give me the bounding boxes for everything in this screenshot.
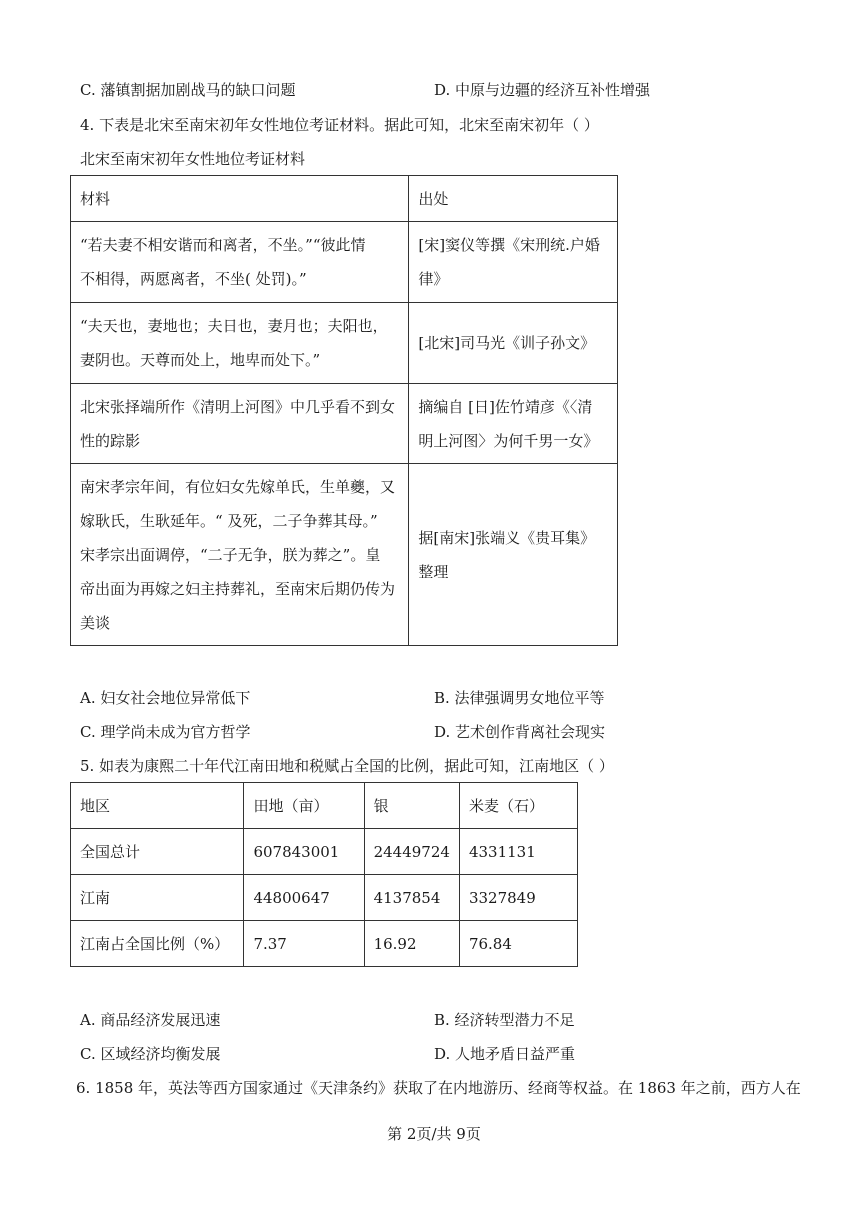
material-cell: 北宋张择端所作《清明上河图》中几乎看不到女 性的踪影 <box>71 384 409 464</box>
table-cell: 江南占全国比例（%） <box>71 921 244 967</box>
table-row <box>71 384 618 464</box>
q5-option-d: D. 人地矛盾日益严重 <box>434 1045 576 1063</box>
q4-option-a: A. 妇女社会地位异常低下 <box>80 689 251 707</box>
header-cell-region: 地区 <box>71 783 244 829</box>
q5-table <box>70 782 578 967</box>
header-cell-grain: 米麦（石） <box>459 783 577 829</box>
q5-option-c: C. 区域经济均衡发展 <box>80 1045 221 1063</box>
material-cell: 南宋孝宗年间，有位妇女先嫁单氏，生单夔，又 嫁耿氏，生耿延年。“ 及死，二子争葬其母。” 宋孝宗出面调停，“二子无争，朕为葬之”。皇 帝出面为再嫁之妇主持葬礼，至南宋后期仍传为 美谈 <box>71 464 409 646</box>
table-row <box>71 303 618 384</box>
table-cell: 全国总计 <box>71 829 244 875</box>
table-cell: 24449724 <box>364 829 459 875</box>
table-cell: 江南 <box>71 875 244 921</box>
header-cell-source: 出处 <box>409 176 618 222</box>
page-footer: 第 2页/共 9页 <box>387 1125 481 1143</box>
table-row <box>71 921 578 967</box>
material-cell: “夫天也，妻地也；夫日也，妻月也；夫阳也， 妻阴也。天尊而处上，地卑而处下。” <box>71 303 409 384</box>
header-cell-silver: 银 <box>364 783 459 829</box>
q6-stem: 6. 1858 年，英法等西方国家通过《天津条约》获取了在内地游历、经商等权益。在 1863 年之前，西方人在 <box>76 1079 801 1097</box>
source-cell: [宋]窦仪等撰《宋刑统.户婚 律》 <box>409 222 618 303</box>
q4-option-c: C. 理学尚未成为官方哲学 <box>80 723 251 741</box>
q3-option-c: C. 藩镇割据加剧战马的缺口问题 <box>80 81 296 99</box>
table-cell: 3327849 <box>459 875 577 921</box>
table-cell: 4331131 <box>459 829 577 875</box>
table-header-row <box>71 176 618 222</box>
q4-stem: 4. 下表是北宋至南宋初年女性地位考证材料。据此可知，北宋至南宋初年（ ） <box>80 116 599 134</box>
q3-option-d: D. 中原与边疆的经济互补性增强 <box>434 81 651 99</box>
header-cell-material: 材料 <box>71 176 409 222</box>
q4-table <box>70 175 618 646</box>
table-cell: 16.92 <box>364 921 459 967</box>
q5-option-a: A. 商品经济发展迅速 <box>80 1011 221 1029</box>
q4-table-title: 北宋至南宋初年女性地位考证材料 <box>80 150 306 168</box>
table-row <box>71 829 578 875</box>
header-cell-land: 田地（亩） <box>244 783 364 829</box>
source-cell: [北宋]司马光《训子孙文》 <box>409 303 618 384</box>
q5-stem: 5. 如表为康熙二十年代江南田地和税赋占全国的比例，据此可知，江南地区（ ） <box>80 757 614 775</box>
source-cell: 据[南宋]张端义《贵耳集》 整理 <box>409 464 618 646</box>
table-cell: 7.37 <box>244 921 364 967</box>
table-cell: 4137854 <box>364 875 459 921</box>
table-cell: 607843001 <box>244 829 364 875</box>
material-cell: “若夫妻不相安谐而和离者，不坐。”“彼此情 不相得，两愿离者，不坐( 处罚)。” <box>71 222 409 303</box>
table-row <box>71 875 578 921</box>
table-cell: 44800647 <box>244 875 364 921</box>
source-cell: 摘编自 [日]佐竹靖彦《〈清 明上河图〉为何千男一女》 <box>409 384 618 464</box>
table-row <box>71 222 618 303</box>
table-cell: 76.84 <box>459 921 577 967</box>
table-row <box>71 464 618 646</box>
table-header-row <box>71 783 578 829</box>
q5-option-b: B. 经济转型潜力不足 <box>434 1011 575 1029</box>
q4-option-d: D. 艺术创作背离社会现实 <box>434 723 606 741</box>
q4-option-b: B. 法律强调男女地位平等 <box>434 689 605 707</box>
